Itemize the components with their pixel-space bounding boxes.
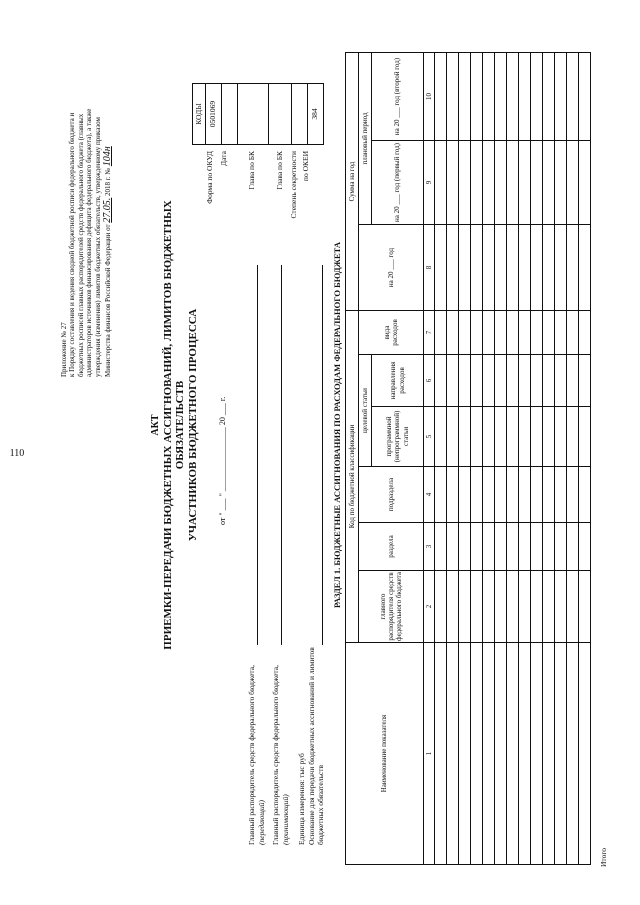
col-number: 4 <box>424 467 435 523</box>
header-vid: вида расходов <box>359 311 424 355</box>
total-label: Итого <box>599 848 608 867</box>
label-glava-2: Глава по БК <box>275 151 284 190</box>
table-row <box>435 53 447 865</box>
code-glava-2 <box>269 84 292 145</box>
header-razdel: раздела <box>359 523 424 571</box>
col-number: 10 <box>424 53 435 141</box>
code-glava-1 <box>238 84 269 145</box>
date-line: от " ___ " ________________ 20 ___ г. <box>218 396 227 525</box>
header-year: на 20 ___ год <box>359 225 424 311</box>
section-title: РАЗДЕЛ 1. БЮДЖЕТНЫЕ АССИГНОВАНИЯ ПО РАСХОДАМ ФЕДЕРАЛЬНОГО БЮДЖЕТА <box>332 241 342 609</box>
appendix-year: 2018 г. № <box>103 167 112 196</box>
code-date <box>222 84 238 145</box>
header-direction: направления расходов <box>372 355 424 407</box>
table-row <box>579 53 591 865</box>
header-first-year: на 20 ___ год (первый год) <box>372 141 424 225</box>
transferring-note: (передающий) <box>257 800 266 845</box>
col-number: 6 <box>424 355 435 407</box>
table-row <box>567 53 579 865</box>
header-plan-group: плановый период <box>359 53 372 225</box>
appendix-number: Приложение № 27 <box>60 322 68 377</box>
receiving-label: Главный распорядитель средств федерального бюджета, <box>271 665 280 845</box>
table-row <box>555 53 567 865</box>
table-row <box>531 53 543 865</box>
appendix-order-number: 104н <box>101 146 113 167</box>
title-line-2: ПРИЕМКИ-ПЕРЕДАЧИ БЮДЖЕТНЫХ АССИГНОВАНИЙ, ЛИМИТОВ БЮДЖЕТНЫХ ОБЯЗАТЕЛЬСТВ <box>161 200 187 650</box>
title-line-1: АКТ <box>150 414 161 436</box>
header-code-group: Код по бюджетной классификации <box>346 311 359 643</box>
appendix-block <box>60 77 114 377</box>
appendix-text: к Порядку составления и ведения сводной бюджетной росписи федерального бюджета и бюджетных росписей главных распорядителей средств федерального бюджета (главных администраторов источников финансирования дефицита федерального бюджета), а также утверждения (изменения) лимитов бюджетных обязательств, утвержденному приказом Министерства финансов Российской Федерации от <box>68 108 112 377</box>
header-second-year: на 20 ___ год (второй год) <box>372 53 424 141</box>
table-row <box>507 53 519 865</box>
header-program: программной (непрограммной) статьи <box>372 407 424 467</box>
receiving-note: (принимающий) <box>281 794 290 845</box>
col-number: 1 <box>424 643 435 865</box>
col-number: 3 <box>424 523 435 571</box>
label-okud: Форма по ОКУД <box>205 151 214 204</box>
appendix-date: 27.05. <box>101 197 113 223</box>
table-row <box>543 53 555 865</box>
table-row <box>459 53 471 865</box>
table-row <box>471 53 483 865</box>
header-sum-group: Сумма на год <box>346 53 359 311</box>
title-line-3: УЧАСТНИКОВ БЮДЖЕТНОГО ПРОЦЕССА <box>186 308 199 542</box>
table-row <box>519 53 531 865</box>
code-secrecy <box>292 84 308 145</box>
col-number: 9 <box>424 141 435 225</box>
label-okei: по ОКЕИ <box>301 151 310 182</box>
budget-table <box>345 52 591 865</box>
document-title <box>150 165 199 685</box>
col-number: 7 <box>424 311 435 355</box>
table-row <box>483 53 495 865</box>
label-date: Дата <box>219 151 228 166</box>
table-row <box>495 53 507 865</box>
code-okud: 0501069 <box>206 84 222 145</box>
col-number: 5 <box>424 407 435 467</box>
basis-underline <box>322 265 323 645</box>
col-number: 8 <box>424 225 435 311</box>
codes-table <box>192 83 324 145</box>
label-glava-1: Глава по БК <box>247 151 256 190</box>
codes-header: КОДЫ <box>193 84 206 145</box>
receiving-underline <box>281 265 282 645</box>
header-name: Наименование показателя <box>346 643 424 865</box>
unit-label: Единица измерения: тыс руб <box>297 753 306 845</box>
header-target-group: целевой статьи <box>359 355 372 467</box>
page-number: 110 <box>9 448 25 459</box>
table-row <box>447 53 459 865</box>
header-podrazdel: подраздела <box>359 467 424 523</box>
header-gr: главного распорядителя средств федерального бюджета <box>359 571 424 643</box>
transferring-label: Главный распорядитель средств федерального бюджета, <box>247 665 256 845</box>
col-number: 2 <box>424 571 435 643</box>
basis-label: Основание для передачи бюджетных ассигнований и лимитов бюджетных обязательств <box>307 647 325 845</box>
transferring-underline <box>257 265 258 645</box>
label-secrecy: Степень секретности <box>289 151 298 219</box>
code-okei: 384 <box>308 84 324 145</box>
